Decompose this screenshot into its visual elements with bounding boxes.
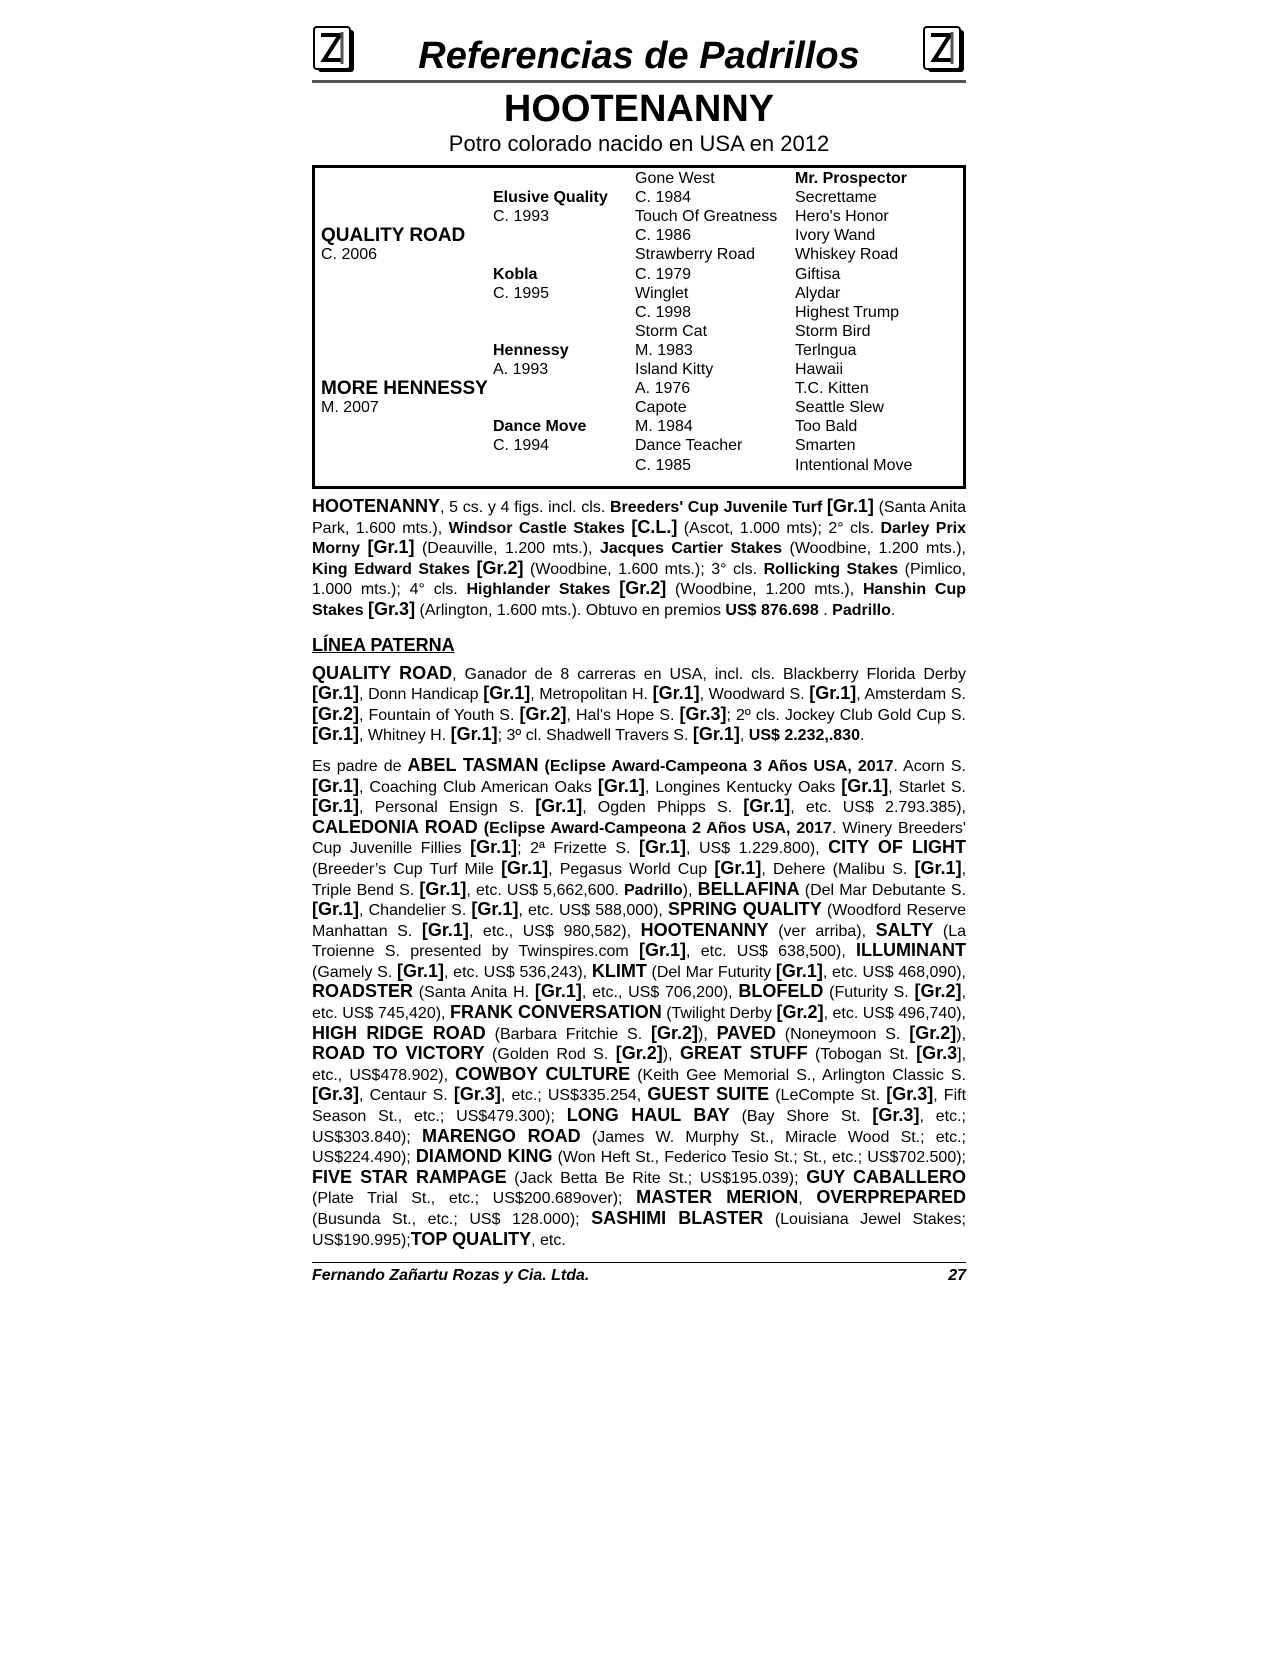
grade-badge: [Gr.3] xyxy=(312,1084,360,1105)
grade-badge: [Gr.2] xyxy=(312,703,360,724)
grade-badge: [Gr.1] xyxy=(652,683,700,704)
progeny-name: BELLAFINA xyxy=(697,878,800,899)
progeny-name: ILLUMINANT xyxy=(856,940,967,961)
pedigree-col3-entry: Gone West xyxy=(635,170,715,187)
pedigree-col1-entry: QUALITY ROAD xyxy=(321,225,466,247)
race-name: Windsor Castle Stakes xyxy=(448,519,625,537)
pedigree-col4-entry: Hawaii xyxy=(795,361,844,378)
grade-badge: [Gr.3] xyxy=(886,1084,934,1105)
stud-label: Padrillo xyxy=(623,881,683,899)
pedigree-col2-entry: Hennessy xyxy=(493,341,569,359)
pedigree-col3-entry: Strawberry Road xyxy=(635,246,756,264)
progeny-name: DIAMOND KING xyxy=(415,1146,553,1167)
pedigree-col3-entry: C. 1985 xyxy=(635,456,692,474)
pedigree-col4-entry: Too Bald xyxy=(795,418,858,436)
pedigree-col4-entry: Secrettame xyxy=(795,189,877,207)
pedigree-col4-entry: Highest Trump xyxy=(795,303,900,321)
grade-badge: [Gr.3] xyxy=(679,703,727,724)
progeny-name: HOOTENANNY xyxy=(640,919,769,940)
pedigree-col2-entry: C. 1994 xyxy=(493,437,550,455)
pedigree-col4-entry: Seattle Slew xyxy=(795,399,884,417)
pedigree-col4-entry: Smarten xyxy=(795,437,856,455)
grade-badge: [Gr.1] xyxy=(312,775,360,796)
grade-badge: [Gr.1] xyxy=(471,899,519,920)
progeny-name: GUY CABALLERO xyxy=(806,1166,967,1187)
page-header xyxy=(312,22,966,83)
pedigree-col4-entry: Terlngua xyxy=(795,341,857,359)
grade-badge: [Gr.1] xyxy=(421,919,469,940)
pedigree-col3-entry: Dance Teacher xyxy=(635,437,743,455)
grade-badge: [Gr.1] xyxy=(312,724,360,745)
pedigree-col2-entry: Elusive Quality xyxy=(493,189,608,207)
progeny-name: OVERPREPARED xyxy=(816,1187,967,1208)
grade-badge: [Gr.1] xyxy=(692,724,740,745)
grade-badge: [Gr.1] xyxy=(535,796,583,817)
grade-badge: [Gr.1] xyxy=(597,775,645,796)
race-name: Breeders' Cup Juvenile Turf xyxy=(609,499,823,516)
pedigree-col2-entry: Dance Move xyxy=(493,418,587,436)
section-title-linea-paterna: LÍNEA PATERNA xyxy=(312,634,455,655)
pedigree-col3-entry: Capote xyxy=(635,399,687,417)
grade-badge: [Gr.1] xyxy=(312,683,360,704)
header-title: Referencias de Padrillos xyxy=(418,35,860,77)
grade-badge: [Gr.2] xyxy=(615,1043,663,1064)
award: (Eclipse Award-Campeona 2 Años USA, 2017 xyxy=(483,819,832,837)
pedigree-col1-entry: C. 2006 xyxy=(321,246,378,264)
progeny-name: PAVED xyxy=(716,1022,776,1043)
page-number: 27 xyxy=(948,1267,966,1285)
grade-badge: [Gr.2] xyxy=(650,1022,698,1043)
pedigree-col2-entry: A. 1993 xyxy=(493,361,549,378)
pedigree-table xyxy=(312,165,966,489)
pedigree-col1-entry: M. 2007 xyxy=(321,399,379,417)
race-record: HOOTENANNY, 5 cs. y 4 figs. incl. cls. Breeders' Cup Juvenile Turf [Gr.1] (Santa Anita Park, 1.600 mts.), Windsor Castle Stakes [C.L.] (Ascot, 1.000 mts); 2° cls. Darley Prix Morny [Gr.1] (Deauville, 1.200 mts.), Jacques Cartier Stakes (Woodbine, 1.200 mts.), King Edward Stakes [Gr.2] (Woodbine, 1.600 mts.); 3° cls. Rollicking Stakes (Pimlico, 1.000 mts.); 4° cls. Highlander Stakes [Gr.2] (Woodbine, 1.200 mts.), Hanshin Cup Stakes [Gr.3] (Arlington, 1.600 mts.). Obtuvo en premios US$ 876.698 . Padrillo. xyxy=(312,496,967,619)
pedigree-col1-entry: MORE HENNESSY xyxy=(321,378,488,400)
grade-badge: [Gr.3] xyxy=(368,598,416,619)
grade-badge: [Gr.3 xyxy=(916,1043,958,1064)
pedigree-col4-entry: Whiskey Road xyxy=(795,246,899,264)
race-name: King Edward Stakes xyxy=(312,560,470,578)
grade-badge: [Gr.2] xyxy=(476,557,524,578)
grade-badge: [Gr.1] xyxy=(470,837,518,858)
grade-badge: [C.L.] xyxy=(631,516,678,537)
race-name: Rollicking Stakes xyxy=(763,560,899,578)
pedigree-col3-entry: M. 1984 xyxy=(635,418,693,436)
progeny-name: TOP QUALITY xyxy=(410,1228,532,1249)
grade-badge: [Gr.1] xyxy=(639,837,687,858)
progeny-name: LONG HAUL BAY xyxy=(566,1105,730,1126)
progeny-list: Es padre de ABEL TASMAN (Eclipse Award-Campeona 3 Años USA, 2017. Acorn S. [Gr.1], Coaching Club American Oaks [Gr.1], Longines Kentucky Oaks [Gr.1], Starlet S. [Gr.1], Personal Ensign S. [Gr.1], Ogden Phipps S. [Gr.1], etc. US$ 2.793.385), CALEDONIA ROAD (Eclipse Award-Campeona 2 Años USA, 2017. Winery Breeders' Cup Juvenille Fillies [Gr.1]; 2ª Frizette S. [Gr.1], US$ 1.229.800), CITY OF LIGHT (Breeder’s Cup Turf Mile [Gr.1], Pegasus World Cup [Gr.1], Dehere (Malibu S. [Gr.1], Triple Bend S. [Gr.1], etc. US$ 5,662,600. Padrillo), BELLAFINA (Del Mar Debutante S. [Gr.1], Chandelier S. [Gr.1], etc. US$ 588,000), SPRING QUALITY (Woodford Reserve Manhattan S. [Gr.1], etc., US$ 980,582), HOOTENANNY (ver arriba), SALTY (La Troienne S. presented by Twinspires.com [Gr.1], etc. US$ 638,500), ILLUMINANT (Gamely S. [Gr.1], etc. US$ 536,243), KLIMT (Del Mar Futurity [Gr.1], etc. US$ 468,090), ROADSTER (Santa Anita H. [Gr.1], etc., US$ 706,200), BLOFELD (Futurity S. [Gr.2], etc. US$ 745,420), FRANK CONVERSATION (Twilight Derby [Gr.2], etc. US$ 496,740), HIGH RIDGE ROAD (Barbara Fritchie S. [Gr.2]), PAVED (Noneymoon S. [Gr.2]), ROAD TO VICTORY (Golden Rod S. [Gr.2]), GREAT STUFF (Tobogan St. [Gr.3], etc., US$478.902), COWBOY CULTURE (Keith Gee Memorial S., Arlington Classic S. [Gr.3], Centaur S. [Gr.3], etc.; US$335.254, GUEST SUITE (LeCompte St. [Gr.3], Fift Season St., etc.; US$479.300); LONG HAUL BAY (Bay Shore St. [Gr.3], etc.; US$303.840); MARENGO ROAD (James W. Murphy St., Miracle Wood St.; etc.; US$224.490); DIAMOND KING (Won Heft St., Federico Tesio St.; St., etc.; US$702.500); FIVE STAR RAMPAGE (Jack Betta Be Rite St.; US$195.039); GUY CABALLERO (Plate Trial St., etc.; US$200.689over); MASTER MERION, OVERPREPARED (Busunda St., etc.; US$ 128.000); SASHIMI BLASTER (Louisiana Jewel Stakes; US$190.995);TOP QUALITY, etc. xyxy=(312,754,967,1249)
pedigree-col3-entry: C. 1986 xyxy=(635,227,692,245)
grade-badge: [Gr.2] xyxy=(776,1002,824,1023)
grade-badge: [Gr.2] xyxy=(619,578,667,599)
grade-badge: [Gr.1] xyxy=(809,683,857,704)
progeny-name: ABEL TASMAN xyxy=(407,754,539,775)
pedigree-col4-entry: Ivory Wand xyxy=(795,227,876,245)
grade-badge: [Gr.1] xyxy=(914,857,962,878)
horse-subtitle: Potro colorado nacido en USA en 2012 xyxy=(448,131,830,156)
progeny-name: MARENGO ROAD xyxy=(421,1125,581,1146)
pedigree-col4-entry: Intentional Move xyxy=(795,456,913,474)
race-name: Darley Prix Morny xyxy=(312,519,967,558)
pedigree-col2-entry: Kobla xyxy=(493,265,538,283)
grade-badge: [Gr.2] xyxy=(914,981,962,1002)
progeny-name: COWBOY CULTURE xyxy=(455,1063,631,1084)
grade-badge: [Gr.1] xyxy=(312,796,360,817)
pedigree-col3-entry: Touch Of Greatness xyxy=(635,208,778,226)
pedigree-col4-entry: T.C. Kitten xyxy=(795,380,869,398)
progeny-name: BLOFELD xyxy=(738,981,824,1002)
stud-label: Padrillo xyxy=(832,601,891,619)
pedigree-col4-entry: Hero's Honor xyxy=(795,208,889,226)
grade-badge: [Gr.1] xyxy=(534,981,582,1002)
race-name: Jacques Cartier Stakes xyxy=(599,540,783,558)
horse-name: HOOTENANNY xyxy=(503,88,775,130)
progeny-name: GUEST SUITE xyxy=(647,1084,770,1105)
progeny-name: ROAD TO VICTORY xyxy=(312,1043,485,1064)
race-name: Highlander Stakes xyxy=(466,581,611,599)
progeny-name: SASHIMI BLASTER xyxy=(591,1208,764,1228)
grade-badge: [Gr.1] xyxy=(367,537,415,558)
grade-badge: [Gr.1] xyxy=(826,496,874,516)
award: (Eclipse Award-Campeona 3 Años USA, 2017 xyxy=(544,757,894,775)
grade-badge: [Gr.1] xyxy=(775,960,823,981)
progeny-name: SALTY xyxy=(875,919,934,940)
grade-badge: [Gr.1] xyxy=(450,724,498,745)
progeny-name: KLIMT xyxy=(591,960,647,981)
grade-badge: [Gr.3] xyxy=(453,1084,501,1105)
grade-badge: [Gr.1] xyxy=(501,857,549,878)
grade-badge: [Gr.1] xyxy=(743,796,791,817)
pedigree-col3-entry: A. 1976 xyxy=(635,380,691,398)
grade-badge: [Gr.1] xyxy=(312,899,360,920)
progeny-name: CITY OF LIGHT xyxy=(828,837,967,858)
footer-company: Fernando Zañartu Rozas y Cia. Ltda. xyxy=(312,1267,590,1285)
grade-badge: [Gr.2] xyxy=(519,703,567,724)
progeny-name: ROADSTER xyxy=(312,981,414,1002)
pedigree-col3-entry: Winglet xyxy=(635,284,689,302)
pedigree-col2-entry: C. 1995 xyxy=(493,284,550,302)
pedigree-col3-entry: Island Kitty xyxy=(635,361,714,378)
pedigree-col3-entry: C. 1979 xyxy=(635,265,692,283)
grade-badge: [Gr.1] xyxy=(841,775,889,796)
pedigree-col2-entry: C. 1993 xyxy=(493,208,550,226)
pedigree-col4-entry: Alydar xyxy=(795,284,841,302)
pedigree-col3-entry: Storm Cat xyxy=(635,322,708,340)
grade-badge: [Gr.2] xyxy=(909,1022,957,1043)
pedigree-col3-entry: C. 1984 xyxy=(635,189,692,207)
horse-name-inline: HOOTENANNY xyxy=(312,496,441,516)
grade-badge: [Gr.1] xyxy=(639,940,687,961)
pedigree-col4-entry: Storm Bird xyxy=(795,322,871,340)
page xyxy=(312,22,966,1291)
pedigree-col4-entry: Giftisa xyxy=(795,265,841,283)
grade-badge: [Gr.1] xyxy=(419,878,467,899)
progeny-name: GREAT STUFF xyxy=(679,1043,808,1064)
grade-badge: [Gr.3] xyxy=(872,1105,920,1126)
pedigree-col3-entry: M. 1983 xyxy=(635,341,693,359)
progeny-name: MASTER MERION xyxy=(636,1187,799,1208)
page-footer xyxy=(312,1262,966,1291)
earnings: US$ 876.698 xyxy=(725,601,819,619)
progeny-name: FIVE STAR RAMPAGE xyxy=(312,1166,507,1187)
race-name: Hanshin Cup Stakes xyxy=(312,581,967,619)
zr-logo-right-icon xyxy=(922,26,966,74)
sire-record: QUALITY ROAD, Ganador de 8 carreras en USA, incl. cls. Blackberry Florida Derby [Gr.1], Donn Handicap [Gr.1], Metropolitan H. [Gr.1], Woodward S. [Gr.1], Amsterdam S. [Gr.2], Fountain of Youth S. [Gr.2], Hal's Hope S. [Gr.3]; 2º cls. Jockey Club Gold Cup S. [Gr.1], Whitney H. [Gr.1]; 3º cl. Shadwell Travers S. [Gr.1], US$ 2.232,.830. xyxy=(312,662,967,745)
progeny-name: HIGH RIDGE ROAD xyxy=(312,1022,486,1043)
grade-badge: [Gr.1] xyxy=(397,960,445,981)
sire-name: QUALITY ROAD xyxy=(312,662,453,683)
pedigree-col3-entry: C. 1998 xyxy=(635,303,692,321)
grade-badge: [Gr.1] xyxy=(714,857,762,878)
progeny-name: CALEDONIA ROAD xyxy=(312,816,478,837)
progeny-name: FRANK CONVERSATION xyxy=(450,1002,662,1023)
grade-badge: [Gr.1] xyxy=(483,683,531,704)
progeny-name: SPRING QUALITY xyxy=(668,899,822,920)
earnings: US$ 2.232,.830 xyxy=(748,727,860,745)
pedigree-col4-entry: Mr. Prospector xyxy=(795,170,908,187)
